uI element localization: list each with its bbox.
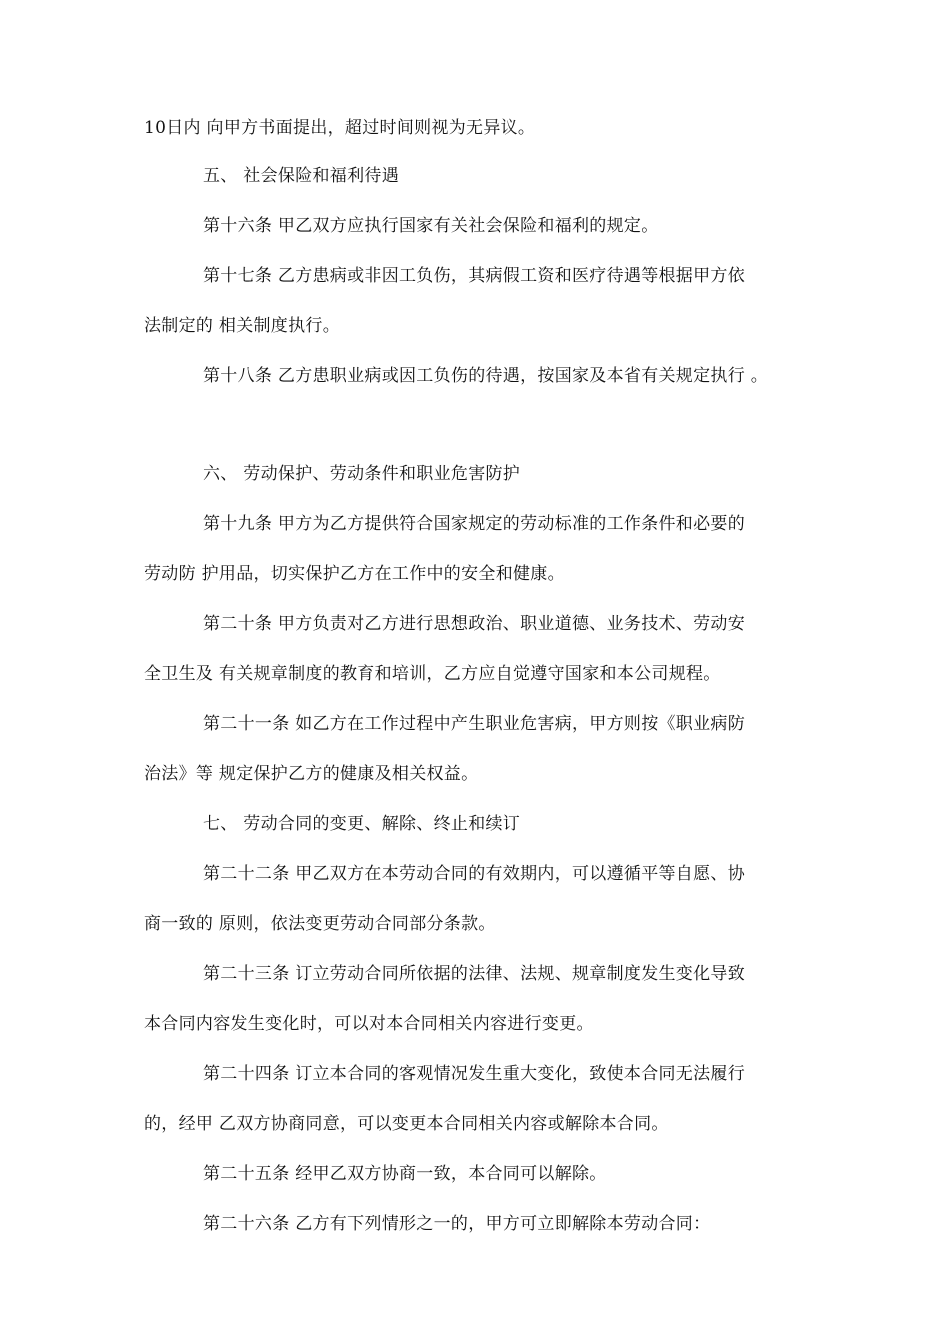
article-24: 第二十四条 订立本合同的客观情况发生重大变化，致使本合同无法履行 (203, 1064, 746, 1084)
article-26: 第二十六条 乙方有下列情形之一的，甲方可立即解除本劳动合同： (203, 1214, 711, 1234)
article-20: 第二十条 甲方负责对乙方进行思想政治、职业道德、业务技术、劳动安 (203, 614, 746, 634)
text-line: 10日内 向甲方书面提出，超过时间则视为无异议。 (144, 118, 536, 138)
article-18: 第十八条 乙方患职业病或因工负伤的待遇，按国家及本省有关规定执行 。 (203, 366, 769, 386)
text-line: 全卫生及 有关规章制度的教育和培训，乙方应自觉遵守国家和本公司规程。 (144, 664, 721, 684)
text-line: 治法》等 规定保护乙方的健康及相关权益。 (144, 764, 479, 784)
article-22: 第二十二条 甲乙双方在本劳动合同的有效期内，可以遵循平等自愿、协 (203, 864, 746, 884)
article-17: 第十七条 乙方患病或非因工负伤，其病假工资和医疗待遇等根据甲方依 (203, 266, 746, 286)
text-line: 本合同内容发生变化时，可以对本合同相关内容进行变更。 (144, 1014, 594, 1034)
article-25: 第二十五条 经甲乙双方协商一致，本合同可以解除。 (203, 1164, 607, 1184)
text-line: 商一致的 原则，依法变更劳动合同部分条款。 (144, 914, 496, 934)
text-line: 的，经甲 乙双方协商同意，可以变更本合同相关内容或解除本合同。 (144, 1114, 669, 1134)
section-heading-5: 五、 社会保险和福利待遇 (203, 166, 400, 186)
text-line: 法制定的 相关制度执行。 (144, 316, 341, 336)
article-19: 第十九条 甲方为乙方提供符合国家规定的劳动标准的工作条件和必要的 (203, 514, 746, 534)
section-heading-7: 七、 劳动合同的变更、解除、终止和续订 (203, 814, 521, 834)
section-heading-6: 六、 劳动保护、劳动条件和职业危害防护 (203, 464, 521, 484)
article-21: 第二十一条 如乙方在工作过程中产生职业危害病，甲方则按《职业病防 (203, 714, 746, 734)
article-16: 第十六条 甲乙双方应执行国家有关社会保险和福利的规定。 (203, 216, 659, 236)
article-23: 第二十三条 订立劳动合同所依据的法律、法规、规章制度发生变化导致 (203, 964, 746, 984)
text-line: 劳动防 护用品，切实保护乙方在工作中的安全和健康。 (144, 564, 565, 584)
